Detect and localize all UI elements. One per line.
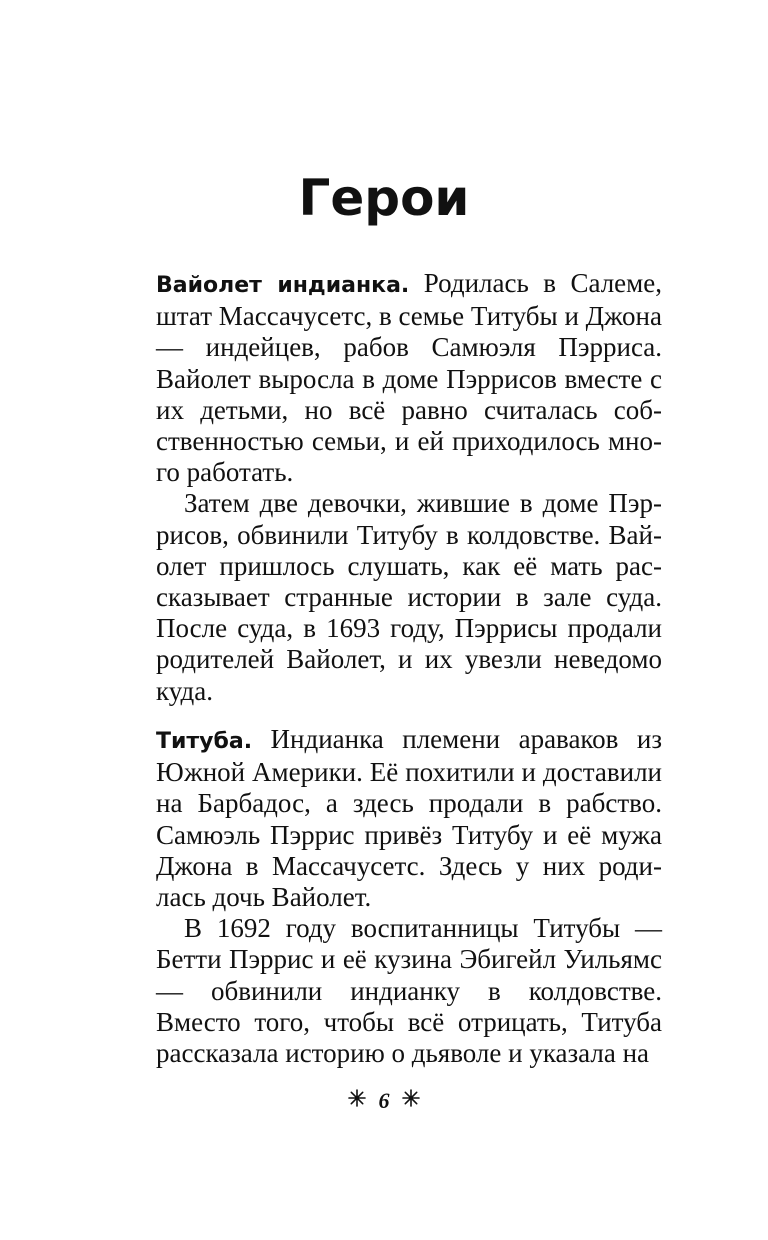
page-number: 6 (378, 1087, 390, 1113)
character-entry-tituba (156, 724, 662, 1069)
entry-lead-paragraph (156, 268, 662, 488)
character-entry-violet (156, 268, 662, 707)
entry-lead-text: Родилась в Салеме, штат Массачусетс, в семье Титубы и Джона — индейцев, рабов Самюэля Пэрриса. Вайолет выросла в доме Пэррисов вместе с их детьми, но всё равно считалась собственностью семьи, и ей приходилось много работать. (156, 268, 662, 488)
entry-paragraph: Затем две девочки, жившие в доме Пэррисов, обвинили Титубу в колдовстве. Вайолет пришлось слушать, как её мать рассказывает странные истории в зале суда. После суда, в 1693 году, Пэррисы продали родителей Вайолет, и их увезли неведомо куда. (156, 488, 662, 706)
asterisk-star-icon (401, 1088, 421, 1114)
page-footer (0, 1086, 768, 1114)
entry-paragraph: В 1692 году воспитанницы Титубы — Бетти Пэррис и её кузина Эбигейл Уильямс — обвинили индианку в колдовстве. Вместо того, чтобы всё отрицать, Титуба рассказала историю о дьяволе и указала на (156, 913, 662, 1069)
asterisk-star-icon (347, 1088, 367, 1114)
entry-lead-text: Индианка племени араваков из Южной Америки. Её похитили и доставили на Барбадос, а здесь продали в рабство. Самюэль Пэррис привёз Титубу и её мужа Джона в Массачусетс. Здесь у них родилась дочь Вайолет. (156, 724, 662, 913)
page-title: Герои (298, 169, 470, 227)
character-name: Титуба. (156, 729, 253, 754)
entry-lead-paragraph (156, 724, 662, 913)
character-name: Вайолет индианка. (156, 273, 410, 298)
